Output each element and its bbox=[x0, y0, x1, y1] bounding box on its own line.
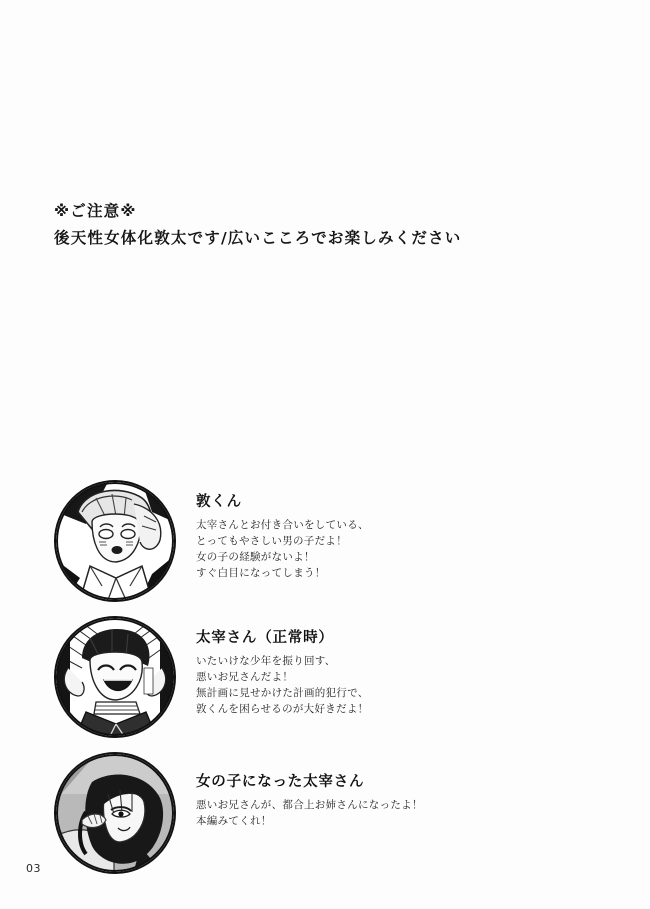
description-line: すぐ白目になってしまう！ bbox=[196, 566, 326, 579]
character-entry bbox=[54, 752, 614, 870]
description-line: 敦くんを困らせるのが大好きだよ！ bbox=[196, 702, 369, 715]
notice-line-2: 後天性女体化敦太です/広いこころでお楽しみください bbox=[54, 229, 462, 248]
notice-block bbox=[54, 198, 614, 252]
atsushi-portrait bbox=[54, 480, 176, 602]
dazai-normal-portrait bbox=[54, 616, 176, 738]
character-entry bbox=[54, 480, 614, 598]
character-entry bbox=[54, 616, 614, 734]
description-line: 女の子の経験がないよ！ bbox=[196, 550, 315, 563]
description-line: 悪いお兄さんだよ！ bbox=[196, 671, 294, 684]
character-description bbox=[196, 518, 614, 581]
description-line: とってもやさしい男の子だよ！ bbox=[196, 535, 347, 548]
character-description bbox=[196, 654, 614, 717]
description-line: 悪いお兄さんが、都合上お姉さんになったよ！ bbox=[196, 799, 423, 812]
character-name: 敦くん bbox=[196, 494, 242, 510]
character-text bbox=[196, 616, 614, 717]
description-line: 本編みてくれ！ bbox=[196, 815, 272, 828]
description-line: 無計画に見せかけた計画的犯行で、 bbox=[196, 686, 369, 699]
page-number: 03 bbox=[26, 862, 41, 875]
character-list bbox=[54, 480, 614, 888]
dazai-girl-portrait bbox=[54, 752, 176, 874]
description-line: 太宰さんとお付き合いをしている、 bbox=[196, 519, 369, 532]
character-description bbox=[196, 798, 614, 830]
character-name: 太宰さん（正常時） bbox=[196, 630, 334, 646]
description-line: いたいけな少年を振り回す、 bbox=[196, 655, 336, 668]
character-name: 女の子になった太宰さん bbox=[196, 774, 365, 790]
notice-line-1: ※ご注意※ bbox=[54, 202, 137, 220]
character-text bbox=[196, 480, 614, 581]
character-text bbox=[196, 752, 614, 830]
